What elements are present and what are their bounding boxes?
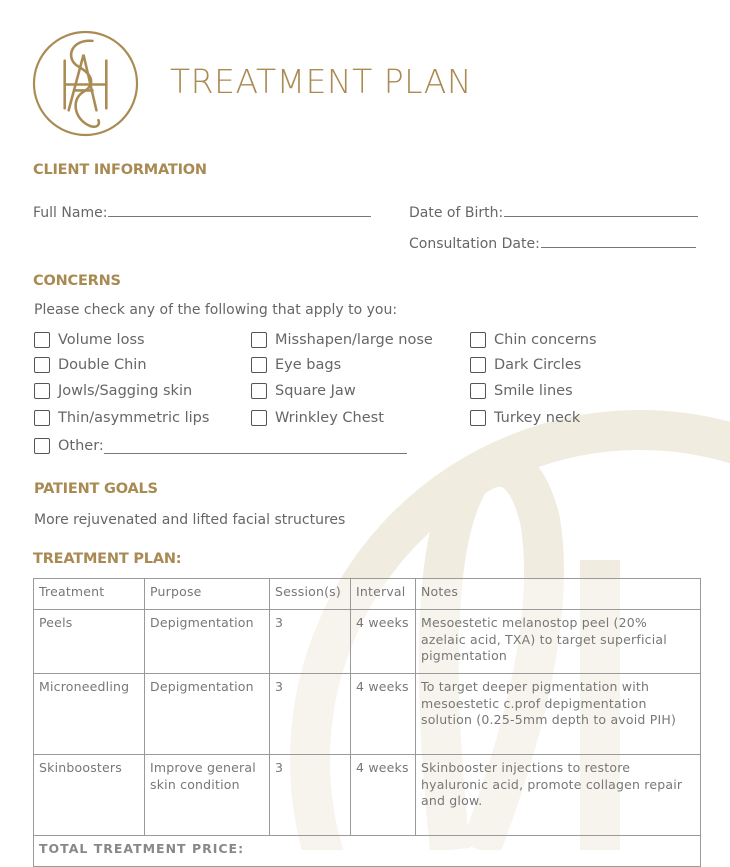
concern-label: Eye bags: [275, 357, 342, 373]
checkbox-icon[interactable]: [470, 383, 486, 399]
concern-checkbox-wrinkley-chest[interactable]: [251, 410, 384, 426]
cell-interval: 4 weeks: [351, 674, 416, 755]
concern-label: Dark Circles: [494, 357, 582, 373]
concern-checkbox-other[interactable]: [34, 438, 407, 454]
checkbox-icon[interactable]: [34, 438, 50, 454]
concern-label: Thin/asymmetric lips: [58, 410, 210, 426]
cell-interval: 4 weeks: [351, 610, 416, 674]
cell-treatment: Microneedling: [34, 674, 145, 755]
concerns-instruction: Please check any of the following that apply to you:: [34, 302, 398, 318]
checkbox-icon[interactable]: [34, 332, 50, 348]
checkbox-icon[interactable]: [470, 357, 486, 373]
concern-label: Wrinkley Chest: [275, 410, 384, 426]
concern-checkbox-smile-lines[interactable]: [470, 383, 573, 399]
concern-checkbox-nose[interactable]: [251, 332, 433, 348]
cell-sessions: 3: [270, 674, 351, 755]
table-row: [34, 674, 701, 755]
table-row: [34, 755, 701, 836]
concern-label: Misshapen/large nose: [275, 332, 433, 348]
full-name-input-line[interactable]: [108, 202, 371, 217]
checkbox-icon[interactable]: [470, 410, 486, 426]
checkbox-icon[interactable]: [34, 357, 50, 373]
total-price-label: TOTAL TREATMENT PRICE:: [34, 836, 701, 867]
concern-checkbox-volume-loss[interactable]: [34, 332, 145, 348]
brand-logo: [31, 29, 140, 138]
total-price-row: [34, 836, 701, 867]
consultation-date-input-line[interactable]: [541, 233, 696, 248]
cell-notes: Mesoestetic melanostop peel (20% azelaic acid, TXA) to target superficial pigmentation: [416, 610, 701, 674]
full-name-field[interactable]: [33, 202, 371, 221]
column-header-interval: Interval: [351, 579, 416, 610]
concern-label: Chin concerns: [494, 332, 597, 348]
table-row: [34, 610, 701, 674]
checkbox-icon[interactable]: [251, 383, 267, 399]
concern-label: Turkey neck: [494, 410, 581, 426]
column-header-purpose: Purpose: [145, 579, 270, 610]
table-header-row: [34, 579, 701, 610]
concern-checkbox-dark-circles[interactable]: [470, 357, 581, 373]
cell-purpose: Improve general skin condition: [145, 755, 270, 836]
column-header-sessions: Session(s): [270, 579, 351, 610]
patient-goals-heading: PATIENT GOALS: [34, 481, 158, 497]
document-title: TREATMENT PLAN: [170, 62, 473, 101]
cell-purpose: Depigmentation: [145, 610, 270, 674]
concern-label: Square Jaw: [275, 383, 356, 399]
concern-label: Smile lines: [494, 383, 573, 399]
date-of-birth-label: Date of Birth:: [409, 205, 504, 221]
concern-checkbox-eye-bags[interactable]: [251, 357, 341, 373]
cell-interval: 4 weeks: [351, 755, 416, 836]
other-input-line[interactable]: [104, 439, 407, 454]
checkbox-icon[interactable]: [251, 357, 267, 373]
cell-sessions: 3: [270, 755, 351, 836]
concern-checkbox-jowls[interactable]: [34, 383, 192, 399]
date-of-birth-field[interactable]: [409, 202, 698, 221]
patient-goals-text: More rejuvenated and lifted facial structures: [34, 512, 346, 528]
cell-treatment: Peels: [34, 610, 145, 674]
cell-purpose: Depigmentation: [145, 674, 270, 755]
client-information-heading: CLIENT INFORMATION: [33, 162, 207, 178]
cell-treatment: Skinboosters: [34, 755, 145, 836]
concern-checkbox-double-chin[interactable]: [34, 357, 147, 373]
checkbox-icon[interactable]: [470, 332, 486, 348]
other-label: Other:: [58, 438, 104, 454]
column-header-treatment: Treatment: [34, 579, 145, 610]
checkbox-icon[interactable]: [34, 410, 50, 426]
concern-checkbox-chin[interactable]: [470, 332, 597, 348]
consultation-date-label: Consultation Date:: [409, 236, 540, 252]
concern-checkbox-square-jaw[interactable]: [251, 383, 356, 399]
cell-notes: To target deeper pigmentation with mesoestetic c.prof depigmentation solution (0.25-5mm depth to avoid PIH): [416, 674, 701, 755]
consultation-date-field[interactable]: [409, 233, 696, 252]
concern-checkbox-thin-lips[interactable]: [34, 410, 209, 426]
column-header-notes: Notes: [416, 579, 701, 610]
checkbox-icon[interactable]: [34, 383, 50, 399]
concern-label: Jowls/Sagging skin: [58, 383, 193, 399]
concern-label: Double Chin: [58, 357, 147, 373]
full-name-label: Full Name:: [33, 205, 108, 221]
cell-notes: Skinbooster injections to restore hyaluronic acid, promote collagen repair and glow.: [416, 755, 701, 836]
treatment-plan-heading: TREATMENT PLAN:: [33, 551, 182, 567]
checkbox-icon[interactable]: [251, 332, 267, 348]
treatment-plan-table: [33, 578, 701, 867]
checkbox-icon[interactable]: [251, 410, 267, 426]
concerns-heading: CONCERNS: [33, 273, 121, 289]
concern-checkbox-turkey-neck[interactable]: [470, 410, 580, 426]
cell-sessions: 3: [270, 610, 351, 674]
date-of-birth-input-line[interactable]: [504, 202, 698, 217]
concern-label: Volume loss: [58, 332, 145, 348]
